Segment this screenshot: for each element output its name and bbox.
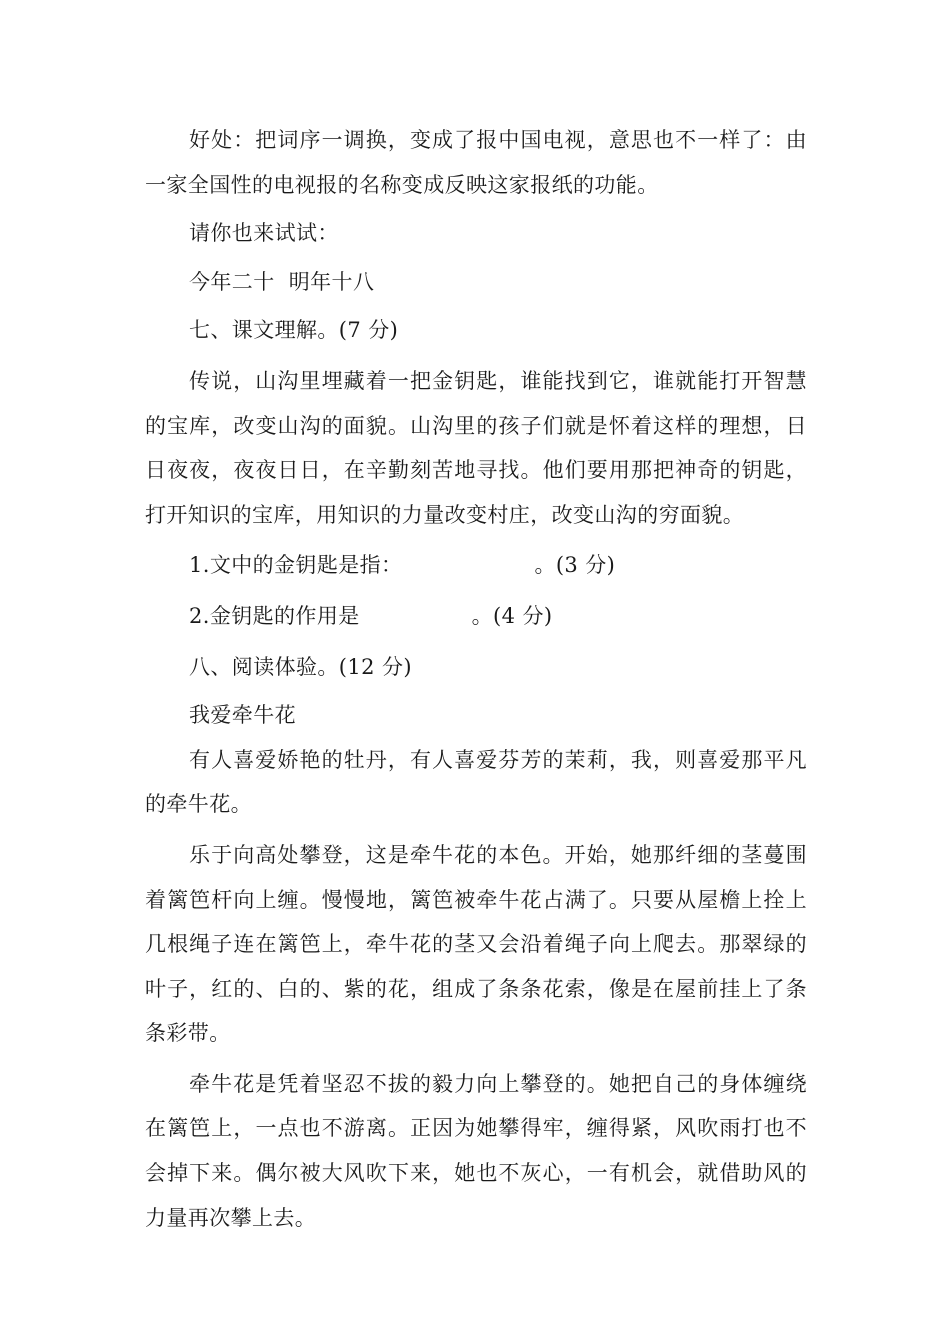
paragraph-benefit: 好处：把词序一调换，变成了报中国电视，意思也不一样了：由一家全国性的电视报的名称变成反映这家报纸的功能。	[145, 128, 807, 197]
passage-golden-key: 传说，山沟里埋藏着一把金钥匙，谁能找到它，谁就能打开智慧的宝库，改变山沟的面貌。山沟里的孩子们就是怀着这样的理想，日日夜夜，夜夜日日，在辛勤刻苦地寻找。他们要用那把神奇的钥匙，打开知识的宝库，用知识的力量改变村庄，改变山沟的穷面貌。	[145, 368, 807, 527]
question-one	[145, 543, 807, 588]
story-title: 我爱牵牛花	[189, 703, 296, 728]
story-paragraph-two: 乐于向高处攀登，这是牵牛花的本色。开始，她那纤细的茎蔓围着篱笆杆向上缠。慢慢地，篱笆被牵牛花占满了。只要从屋檐上拴上几根绳子连在篱笆上，牵牛花的茎又会沿着绳子向上爬去。那翠绿的叶子，红的、白的、紫的花，组成了条条花索，像是在屋前挂上了条条彩带。	[145, 842, 807, 1046]
section-seven-heading: 七、课文理解。(7 分)	[189, 318, 399, 343]
document-page	[145, 118, 807, 1240]
paragraph-try-prompt: 请你也来试试：	[189, 221, 339, 246]
story-paragraph-one: 有人喜爱娇艳的牡丹，有人喜爱芬芳的茉莉，我，则喜爱那平凡的牵牛花。	[145, 747, 807, 817]
question-one-suffix: 。(3 分)	[534, 553, 616, 578]
question-one-prefix: 1.文中的金钥匙是指：	[189, 553, 403, 578]
section-eight-heading: 八、阅读体验。(12 分)	[189, 654, 412, 679]
story-paragraph-three: 牵牛花是凭着坚忍不拔的毅力向上攀登的。她把自己的身体缠绕在篱笆上，一点也不游离。正因为她攀得牢，缠得紧，风吹雨打也不会掉下来。偶尔被大风吹下来，她也不灰心，一有机会，就借助风的力量再次攀上去。	[145, 1071, 807, 1230]
question-two-prefix: 2.金钥匙的作用是	[189, 603, 360, 628]
question-two	[145, 594, 807, 639]
paragraph-exercise	[145, 260, 807, 305]
question-two-suffix: 。(4 分)	[471, 603, 553, 628]
exercise-text: 今年二十 明年十八	[189, 269, 375, 294]
